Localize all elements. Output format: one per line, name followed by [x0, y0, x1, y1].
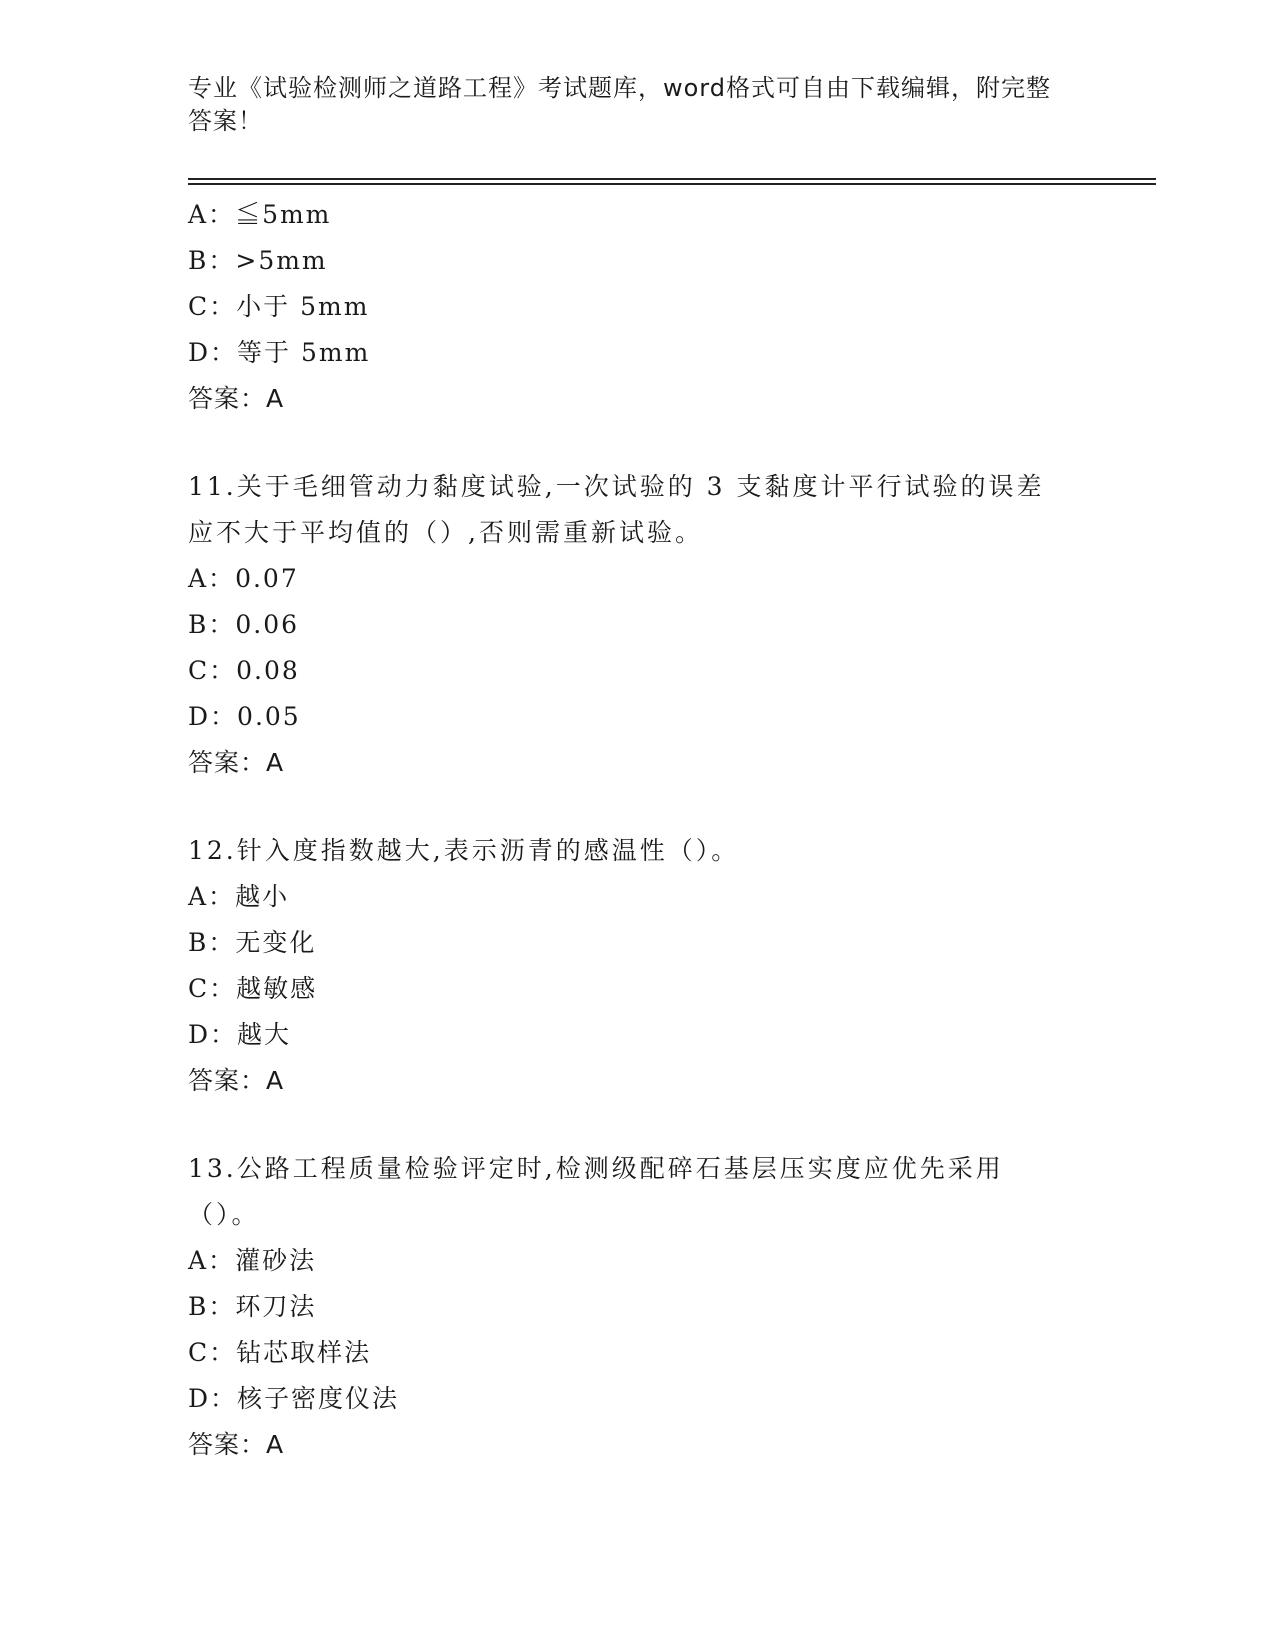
option-a: A：≦5mm: [188, 200, 332, 229]
answer-value: A: [266, 748, 285, 777]
question-text: 11.关于毛细管动力黏度试验,一次试验的 3 支黏度计平行试验的误差应不大于平均值的（）,否则需重新试验。: [188, 472, 1045, 547]
answer-value: A: [266, 1430, 285, 1459]
header-rule-top: [188, 178, 1156, 180]
answer-value: A: [266, 384, 285, 413]
question-10: [188, 192, 1088, 422]
question-12: [188, 828, 1088, 1104]
option-a: A：灌砂法: [188, 1246, 317, 1275]
document-header: 专业《试验检测师之道路工程》考试题库，word格式可自由下载编辑，附完整答案！: [188, 74, 1051, 135]
option-d: D：核子密度仪法: [188, 1384, 400, 1413]
header-rule-bottom: [188, 183, 1156, 185]
option-d: D：0.05: [188, 702, 301, 731]
option-b: B：无变化: [188, 928, 317, 957]
option-d: D：等于 5mm: [188, 338, 371, 367]
option-c: C：钻芯取样法: [188, 1338, 372, 1367]
question-list: [188, 192, 1088, 1468]
answer-label: 答案：: [188, 1066, 267, 1095]
question-text: 12.针入度指数越大,表示沥青的感温性（）。: [188, 836, 740, 865]
option-a: A：0.07: [188, 564, 299, 593]
answer-label: 答案：: [188, 384, 267, 413]
question-13: [188, 1146, 1088, 1468]
option-c: C：小于 5mm: [188, 292, 370, 321]
answer-value: A: [266, 1066, 285, 1095]
answer-line: [188, 1058, 1088, 1104]
answer-label: 答案：: [188, 748, 267, 777]
option-c: C：0.08: [188, 656, 300, 685]
answer-label: 答案：: [188, 1430, 267, 1459]
option-a: A：越小: [188, 882, 290, 911]
answer-line: [188, 1422, 1088, 1468]
option-b: B：>5mm: [188, 246, 328, 275]
answer-line: [188, 740, 1088, 786]
option-d: D：越大: [188, 1020, 292, 1049]
question-text: 13.公路工程质量检验评定时,检测级配碎石基层压实度应优先采用（）。: [188, 1154, 1004, 1229]
option-b: B：0.06: [188, 610, 300, 639]
option-c: C：越敏感: [188, 974, 318, 1003]
question-11: [188, 464, 1088, 786]
answer-line: [188, 376, 1088, 422]
option-b: B：环刀法: [188, 1292, 317, 1321]
